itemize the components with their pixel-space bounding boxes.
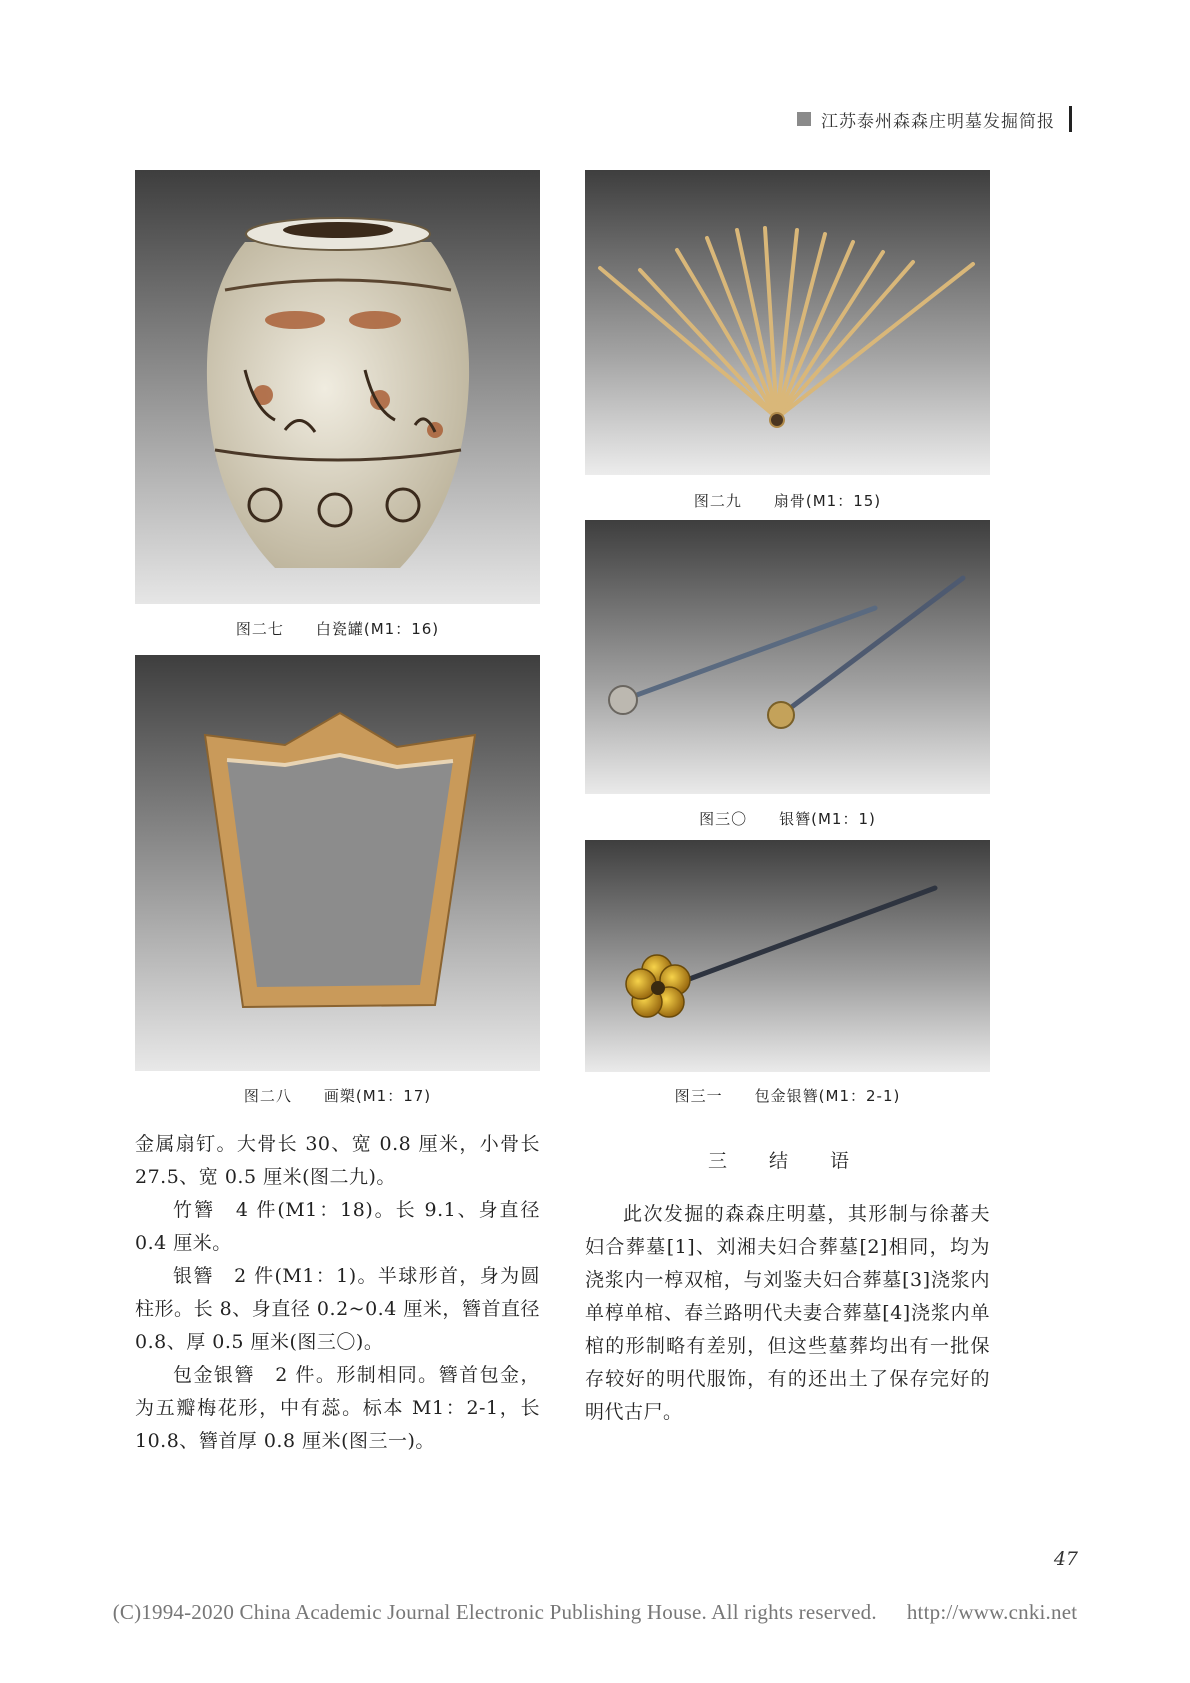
header-square-icon [797, 112, 811, 126]
figure-29-caption [585, 490, 990, 511]
header-title: 江苏泰州森森庄明墓发掘简报 [821, 111, 1055, 132]
figure-30-name: 银簪(M1：1) [779, 810, 876, 828]
figure-31-caption [585, 1085, 990, 1106]
figure-30-hairpins-photo [585, 520, 990, 794]
figure-30-caption [585, 808, 990, 829]
figure-28-name: 画槊(M1：17) [323, 1087, 432, 1105]
figure-29-name: 扇骨(M1：15) [773, 492, 882, 510]
figure-28-frame-photo [135, 655, 540, 1071]
footer-url[interactable]: http://www.cnki.net [906, 1600, 1078, 1624]
figure-29-label: 图二九 [693, 492, 742, 510]
figure-31-label: 图三一 [674, 1087, 723, 1105]
figure-31-name: 包金银簪(M1：2-1) [754, 1087, 901, 1105]
section-title: 三 结 语 [707, 1150, 868, 1172]
left-paragraph-4: 包金银簪 2 件。形制相同。簪首包金，为五瓣梅花形，中有蕊。标本 M1：2-1，长 10.8、簪首厚 0.8 厘米(图三一)。 [135, 1364, 540, 1452]
figure-30-label: 图三〇 [699, 810, 748, 828]
figure-31-gold-hairpin-photo [585, 840, 990, 1072]
left-paragraph-3: 银簪 2 件(M1：1)。半球形首，身为圆柱形。长 8、身直径 0.2~0.4 厘米，簪首直径 0.8、厚 0.5 厘米(图三〇)。 [135, 1265, 540, 1353]
page-number: 47 [1053, 1548, 1078, 1570]
figure-28-caption [135, 1085, 540, 1106]
left-text-column [135, 1128, 540, 1458]
left-paragraph-1: 金属扇钉。大骨长 30、宽 0.8 厘米，小骨长 27.5、宽 0.5 厘米(图二九)。 [135, 1133, 540, 1188]
figure-28-label: 图二八 [243, 1087, 292, 1105]
figure-27-name: 白瓷罐(M1：16) [315, 620, 440, 638]
running-header [797, 106, 1072, 132]
left-paragraph-2: 竹簪 4 件(M1：18)。长 9.1、身直径 0.4 厘米。 [135, 1199, 540, 1254]
figure-29-fan-photo [585, 170, 990, 475]
figure-27-label: 图二七 [235, 620, 284, 638]
header-bar [1069, 106, 1072, 132]
figure-27-caption [135, 618, 540, 639]
footer-copyright: (C)1994-2020 China Academic Journal Electronic Publishing House. All rights reserved. [112, 1600, 877, 1624]
right-paragraph-1: 此次发掘的森森庄明墓，其形制与徐蕃夫妇合葬墓[1]、刘湘夫妇合葬墓[2]相同，均为浇浆内一椁双棺，与刘鉴夫妇合葬墓[3]浇浆内单椁单棺、春兰路明代夫妻合葬墓[4]浇浆内单棺的形制略有差别，但这些墓葬均出有一批保存较好的明代服饰，有的还出土了保存完好的明代古尸。 [585, 1203, 990, 1423]
footer [0, 1600, 1190, 1625]
right-text-column [585, 1145, 990, 1429]
figure-27-jar-photo [135, 170, 540, 604]
